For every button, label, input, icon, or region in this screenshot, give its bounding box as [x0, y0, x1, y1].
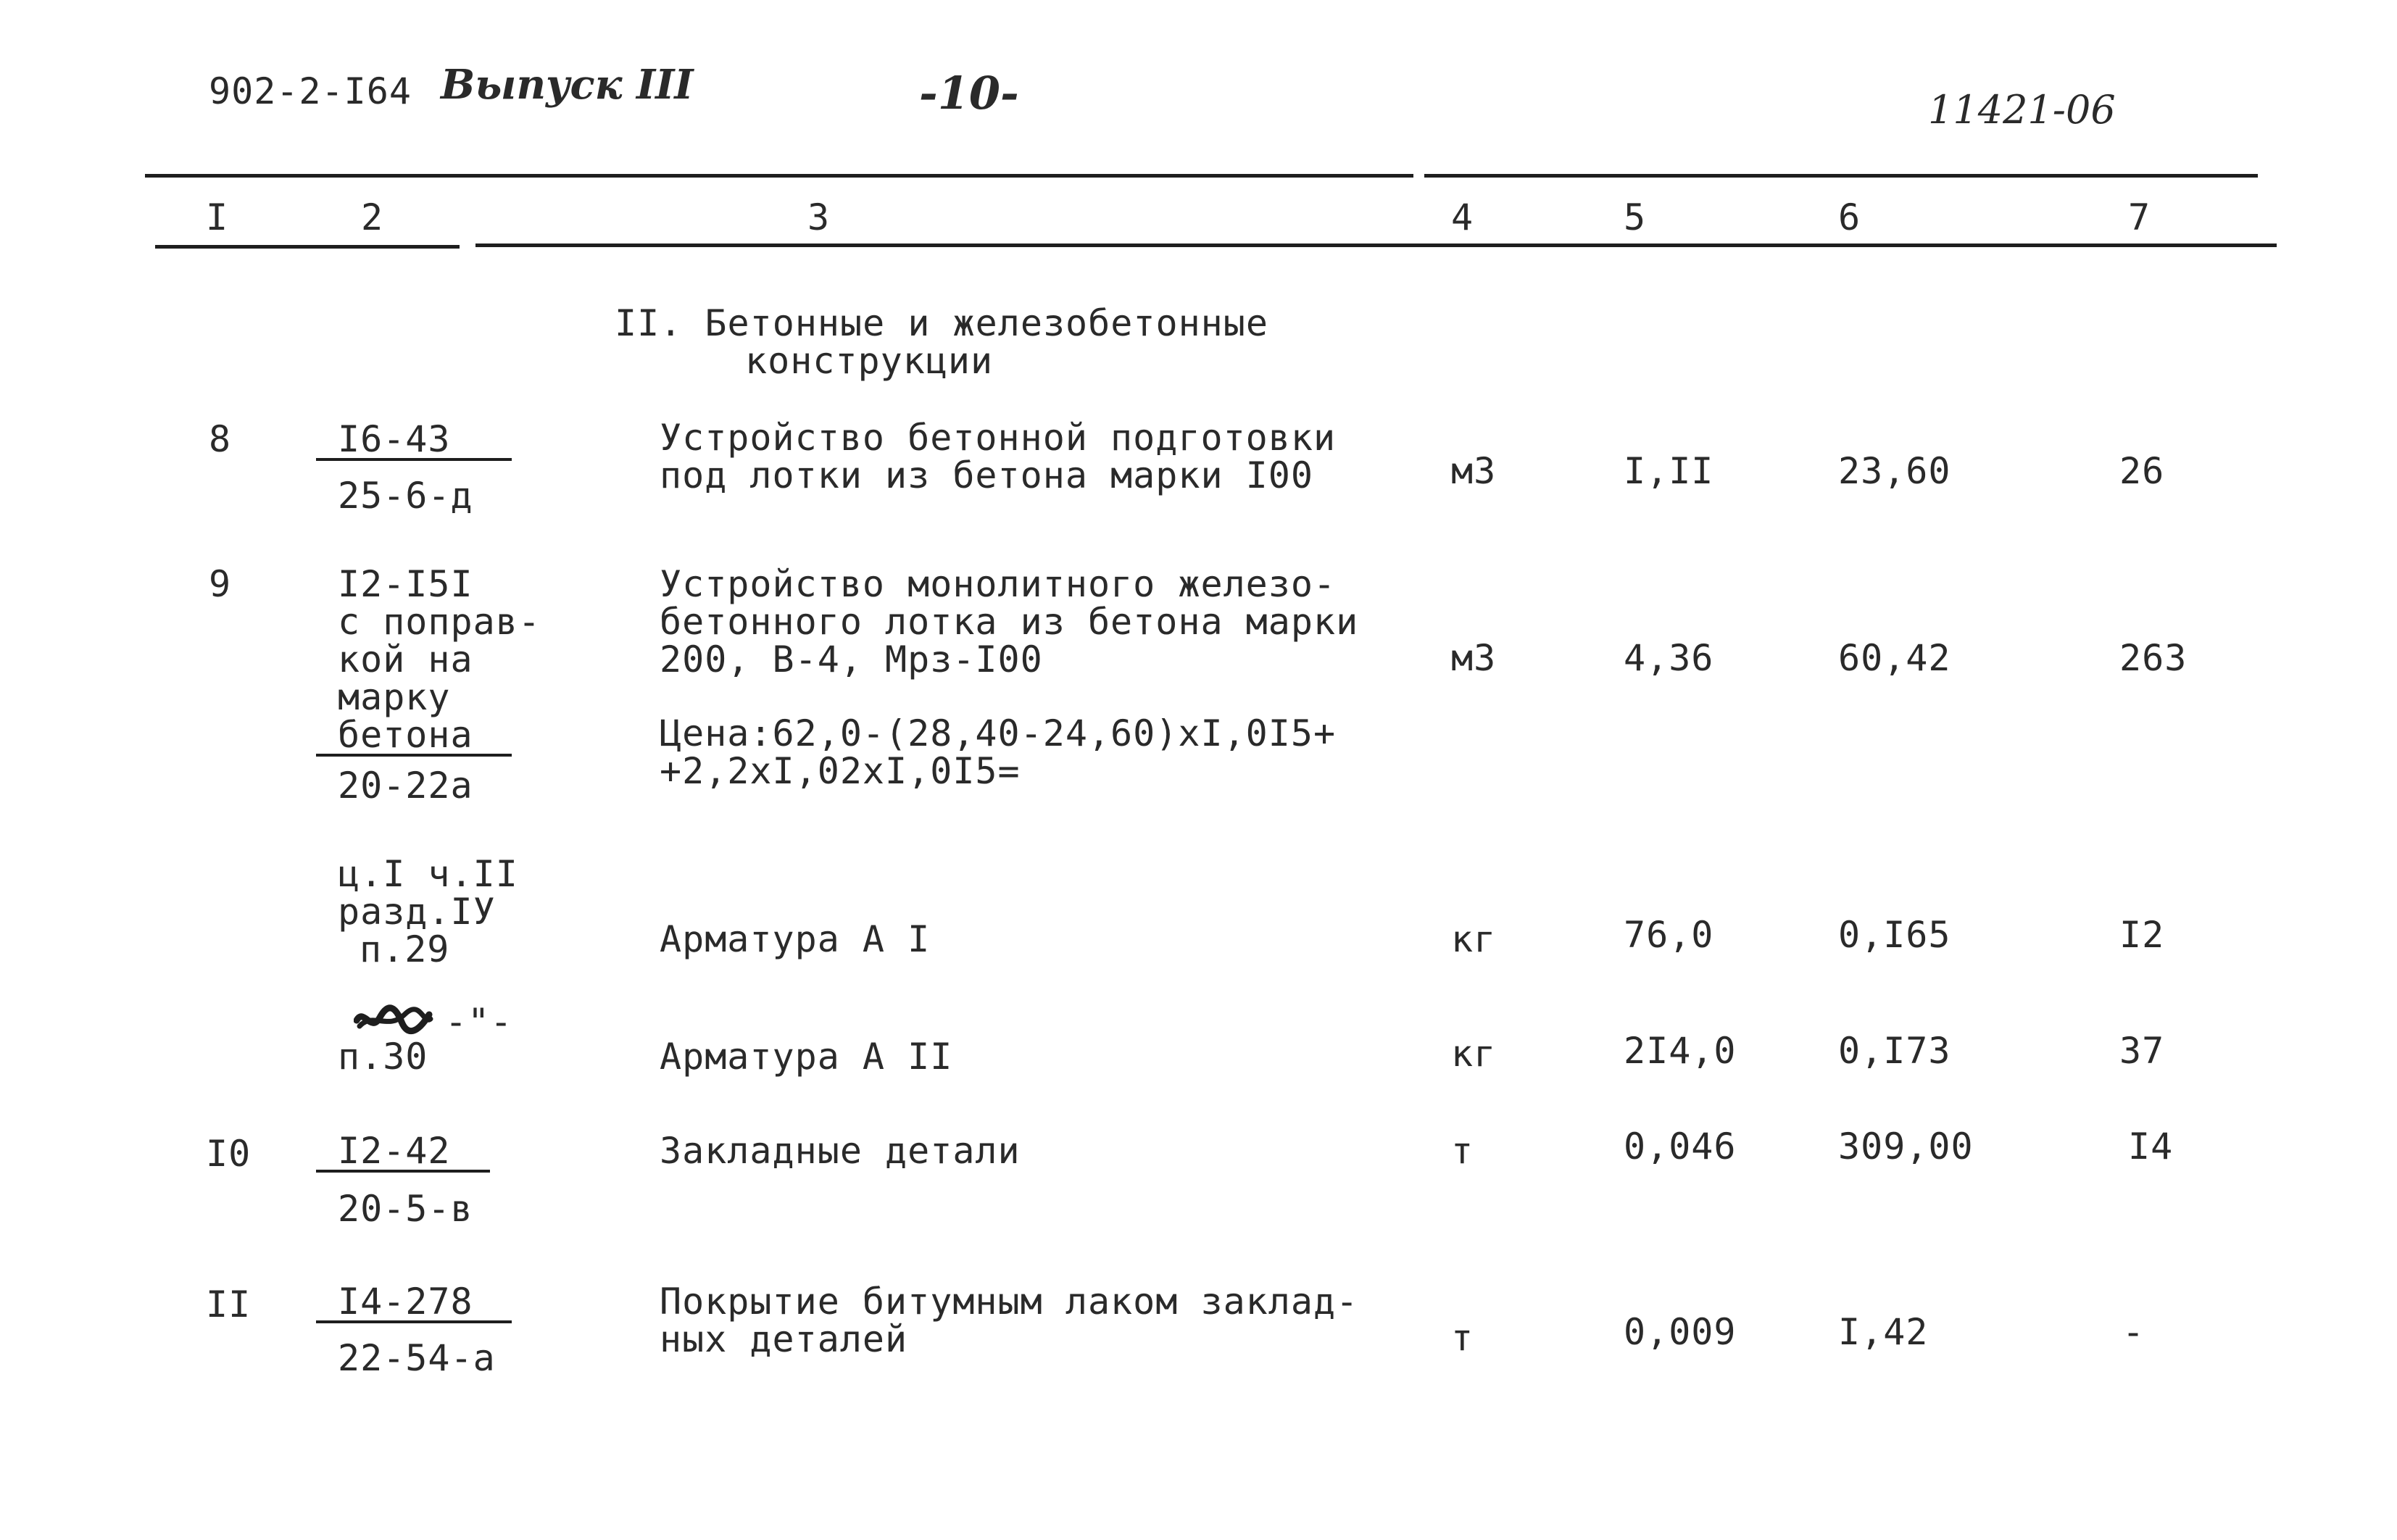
unit: кг: [1451, 918, 1497, 960]
section-title-line-2: конструкции: [745, 340, 994, 382]
ref-number: 11421-06: [1928, 87, 2116, 133]
col-header-6: 6: [1838, 196, 1861, 238]
total-cost: I4: [2128, 1125, 2174, 1168]
section-title: [615, 304, 1268, 380]
issue-handwritten: Выпуск III: [441, 61, 694, 109]
price-ref-bottom: 20-5-в: [338, 1188, 473, 1230]
description-line: 200, В-4, Мрз-I00: [660, 638, 1043, 680]
col-header-7: 7: [2128, 196, 2151, 238]
header-bottom-rule-left: [155, 245, 460, 249]
header-bottom-rule-right: [475, 244, 2277, 247]
description-line: ных деталей: [660, 1318, 908, 1360]
unit: т: [1451, 1317, 1474, 1359]
row-number: II: [206, 1283, 252, 1325]
total-cost: 26: [2119, 450, 2165, 492]
ditto-mark: -"-: [445, 1001, 513, 1043]
quantity: 4,36: [1624, 637, 1714, 679]
price-ref-bottom: 25-6-д: [338, 475, 473, 517]
unit-price: I,42: [1838, 1311, 1929, 1353]
top-rule-left: [145, 174, 1413, 178]
section-title-line-1: II. Бетонные и железобетонные: [615, 302, 1268, 344]
total-cost: -: [2122, 1311, 2145, 1353]
work-description: Закладные детали: [660, 1130, 1021, 1172]
formula-line: +2,2хI,02хI,0I5=: [660, 750, 1021, 792]
total-cost: I2: [2119, 914, 2165, 956]
price-ref-bottom: 22-54-а: [338, 1337, 496, 1379]
row-number: I0: [206, 1133, 252, 1175]
col-header-2: 2: [361, 196, 384, 238]
price-ref-top: I2-42: [316, 1132, 490, 1173]
col-header-4: 4: [1451, 196, 1474, 238]
work-description: Арматура А I: [660, 918, 931, 960]
description-line: бетонного лотка из бетона марки: [660, 601, 1359, 643]
formula-line: Цена:62,0-(28,40-24,60)хI,0I5+: [660, 712, 1337, 754]
col-header-3: 3: [807, 196, 831, 238]
ref-line: с поправ-: [338, 601, 541, 643]
work-description: [660, 419, 1336, 494]
description-line: Устройство бетонной подготовки: [660, 417, 1337, 459]
price-ref-point: п.30: [338, 1036, 428, 1078]
crossed-out-scribble: [354, 1004, 433, 1036]
total-cost: 263: [2119, 637, 2188, 679]
description-line: Устройство монолитного железо-: [660, 563, 1337, 605]
ref-line: ц.I ч.II: [338, 853, 518, 895]
unit: кг: [1451, 1033, 1497, 1075]
row-number: 8: [209, 418, 232, 460]
price-ref-top: I6-43: [316, 420, 512, 461]
unit: т: [1451, 1130, 1474, 1172]
ref-line: бетона: [316, 716, 512, 757]
quantity: I,II: [1624, 450, 1714, 492]
top-rule-right: [1424, 174, 2258, 178]
unit: м3: [1451, 637, 1497, 679]
quantity: 76,0: [1624, 914, 1714, 956]
page-number: -10-: [919, 67, 1019, 120]
quantity: 2I4,0: [1624, 1030, 1737, 1072]
doc-code: 902-2-I64: [209, 70, 412, 112]
ref-line: I2-I5I: [338, 563, 473, 605]
ref-line: кой на: [338, 638, 473, 680]
row-number: 9: [209, 563, 232, 605]
price-ref-catalog: [338, 855, 518, 968]
unit: м3: [1451, 450, 1497, 492]
quantity: 0,009: [1624, 1311, 1737, 1353]
work-description: [660, 565, 1358, 678]
work-description: [660, 1283, 1358, 1358]
ref-line: п.29: [360, 928, 450, 970]
unit-price: 23,60: [1838, 450, 1951, 492]
quantity: 0,046: [1624, 1125, 1737, 1168]
unit-price: 60,42: [1838, 637, 1951, 679]
unit-price: 0,I73: [1838, 1030, 1951, 1072]
unit-price: 0,I65: [1838, 914, 1951, 956]
col-header-1: I: [206, 196, 229, 238]
price-ref-bottom: 20-22а: [338, 765, 473, 807]
total-cost: 37: [2119, 1030, 2165, 1072]
ref-line: разд.IУ: [338, 891, 496, 933]
description-line: под лотки из бетона марки I00: [660, 454, 1313, 496]
price-ref-top: I4-278: [316, 1283, 512, 1323]
price-formula: [660, 712, 1337, 792]
col-header-5: 5: [1624, 196, 1647, 238]
ref-line: марку: [338, 676, 451, 718]
unit-price: 309,00: [1838, 1125, 1974, 1168]
work-description: Арматура А II: [660, 1036, 953, 1078]
price-ref-with-correction: [338, 565, 541, 757]
description-line: Покрытие битумным лаком заклад-: [660, 1281, 1359, 1323]
